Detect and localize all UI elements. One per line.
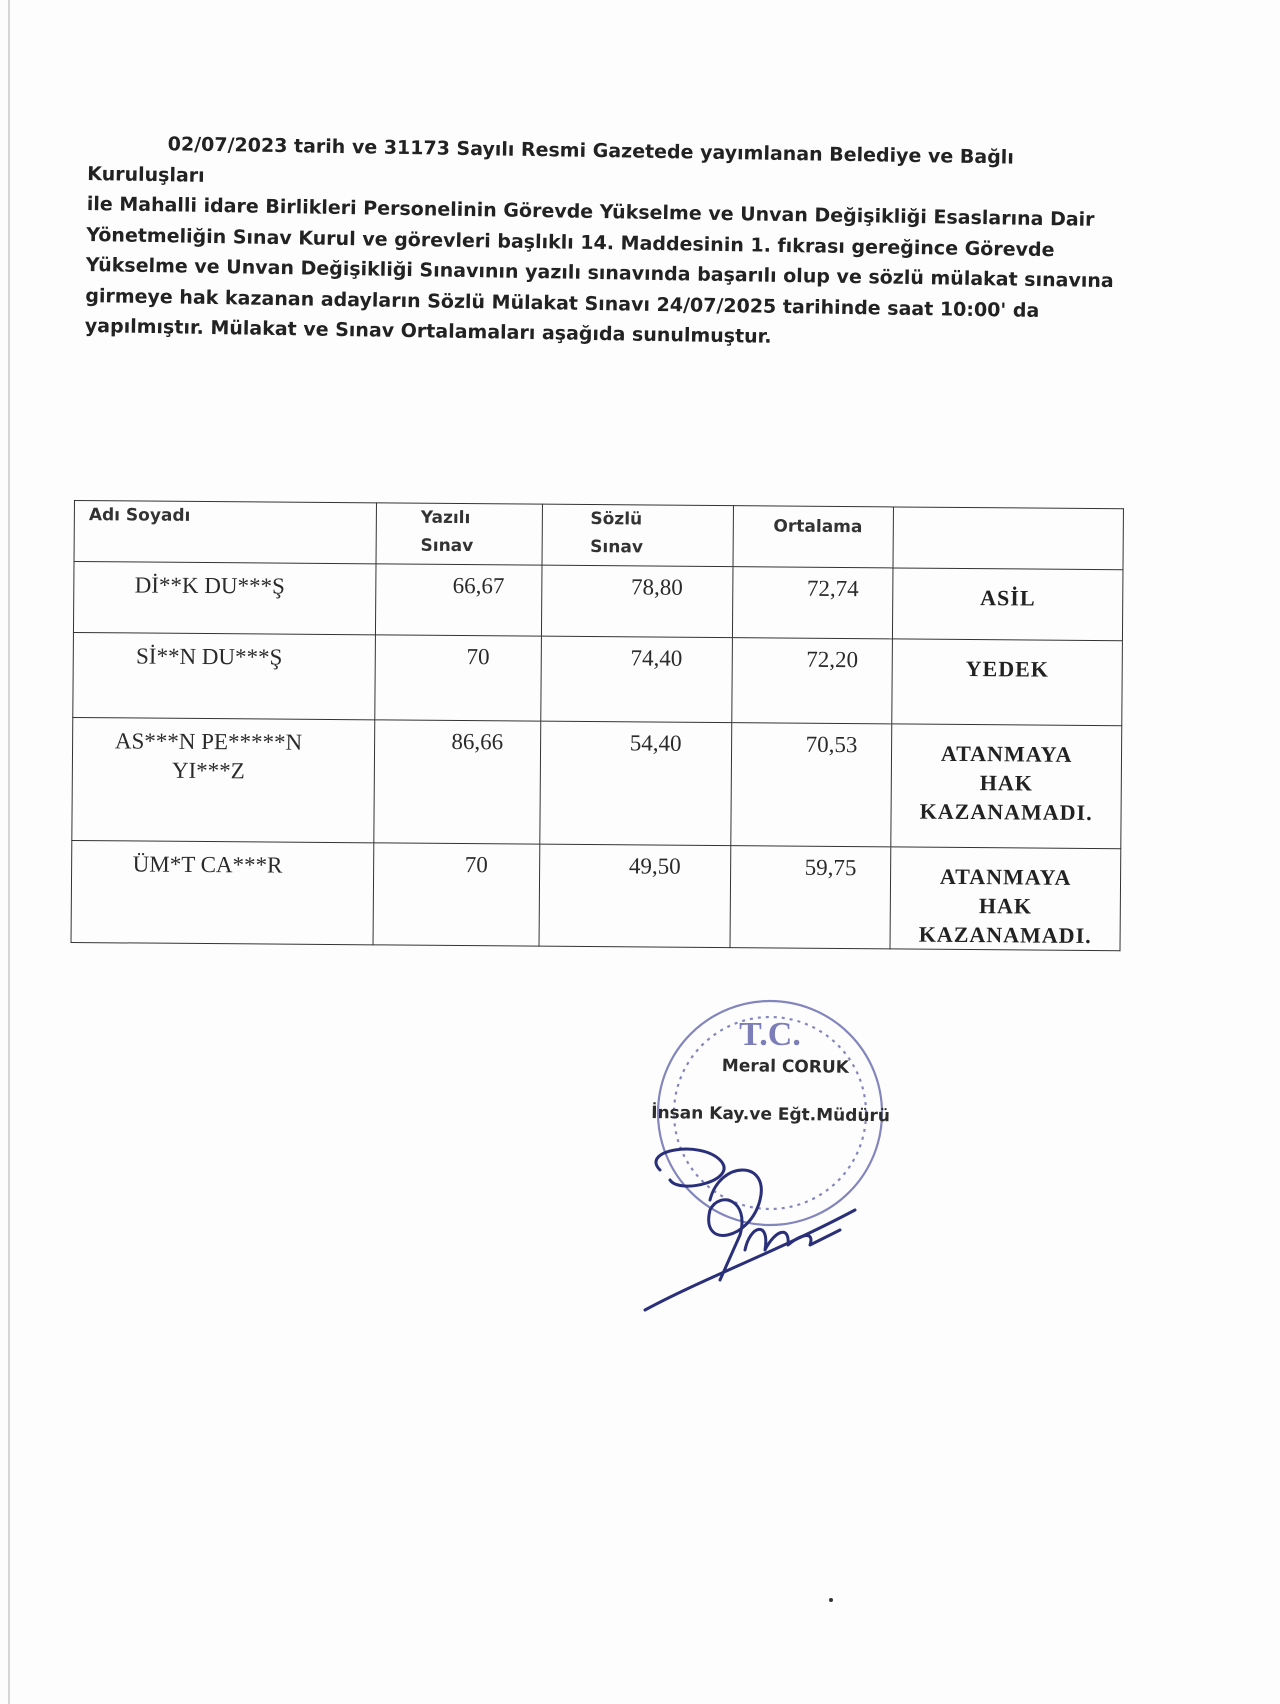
paragraph-line-4: Yükselme ve Unvan Değişikliği Sınavının yazılı sınavında başarılı olup ve sözlü mülakat sınavına [85, 253, 1114, 293]
table-row [71, 840, 1121, 950]
page-edge [8, 0, 10, 1704]
cell-name-line-1: AS***N PE*****N [114, 728, 303, 755]
cell-status-line-3: KAZANAMADI. [919, 798, 1093, 826]
cell-name [72, 717, 375, 842]
cell-name [73, 562, 375, 635]
cell-written: 86,66 [374, 720, 541, 844]
handwritten-signature [640, 1140, 870, 1320]
header-oral-line-1: Sözlü [590, 509, 643, 530]
paragraph-line-2: ile Mahalli idare Birlikleri Personelinin Görevde Yükselme ve Unvan Değişikliği Esaslarına Dair [86, 192, 1095, 231]
header-written [376, 503, 542, 565]
table-row [72, 717, 1122, 848]
cell-name [73, 632, 376, 719]
cell-written: 70 [375, 635, 541, 721]
cell-status-line-1: ATANMAYA [939, 863, 1072, 890]
paragraph-line-5: girmeye hak kazanan adayların Sözlü Mülakat Sınavı 24/07/2025 tarihinde saat 10:00' da [85, 284, 1040, 322]
cell-name [71, 840, 374, 944]
cell-status-line-1: YEDEK [965, 656, 1050, 682]
cell-oral: 74,40 [540, 636, 732, 722]
cell-name-line-2: YI***Z [171, 757, 245, 784]
cell-oral: 49,50 [539, 844, 731, 947]
cell-average: 70,53 [730, 723, 892, 847]
intro-paragraph [85, 128, 1138, 358]
cell-oral: 78,80 [541, 565, 733, 637]
cell-average: 59,75 [730, 846, 891, 949]
signatory-block [651, 1055, 932, 1127]
header-oral-line-2: Sınav [590, 537, 644, 558]
cell-status [892, 639, 1122, 726]
cell-status-line-3: KAZANAMADI. [918, 921, 1092, 949]
paragraph-line-1: 02/07/2023 tarih ve 31173 Sayılı Resmi Gazetede yayımlanan Belediye ve Bağlı Kuruluşları [87, 133, 1014, 187]
cell-name-line-1: Sİ**N DU***Ş [135, 643, 283, 670]
table-row [73, 562, 1123, 641]
signatory-name: Meral CORUK [721, 1055, 850, 1078]
paragraph-line-6: yapılmıştır. Mülakat ve Sınav Ortalamaları aşağıda sunulmuştur. [84, 314, 772, 348]
cell-oral: 54,40 [539, 721, 731, 845]
cell-written: 66,67 [375, 564, 541, 636]
header-written-line-2: Sınav [420, 535, 474, 557]
cell-status [893, 568, 1123, 641]
table-header-row [74, 501, 1123, 570]
cell-status [891, 724, 1122, 849]
paragraph-line-3: Yönetmeliğin Sınav Kurul ve görevleri başlıklı 14. Maddesinin 1. fıkrası gereğince Görevde [86, 223, 1055, 261]
cell-status-line-1: ATANMAYA [940, 740, 1073, 767]
signature-stroke [709, 1170, 762, 1280]
signature-stroke [656, 1149, 724, 1186]
signature-stroke [645, 1210, 855, 1310]
header-status [893, 507, 1123, 570]
stamp-text: T.C. [739, 1016, 801, 1053]
cell-written: 70 [373, 843, 539, 946]
cell-name-line-1: Dİ**K DU***Ş [134, 572, 285, 599]
cell-status-line-1: ASİL [980, 585, 1036, 611]
results-table [71, 500, 1124, 951]
cell-status-line-2: HAK [979, 770, 1034, 796]
cell-status-line-2: HAK [978, 893, 1033, 919]
header-written-line-1: Yazılı [420, 507, 471, 529]
signatory-title: İnsan Kay.ve Eğt.Müdürü [651, 1102, 891, 1127]
header-average: Ortalama [733, 506, 894, 568]
cell-average: 72,20 [731, 638, 892, 724]
table-row [73, 632, 1123, 725]
cell-status [890, 847, 1121, 951]
page-dot [829, 1598, 833, 1602]
cell-average: 72,74 [732, 567, 893, 639]
header-oral [542, 504, 734, 566]
header-name: Adı Soyadı [74, 501, 376, 564]
cell-name-line-1: ÜM*T CA***R [132, 851, 283, 878]
